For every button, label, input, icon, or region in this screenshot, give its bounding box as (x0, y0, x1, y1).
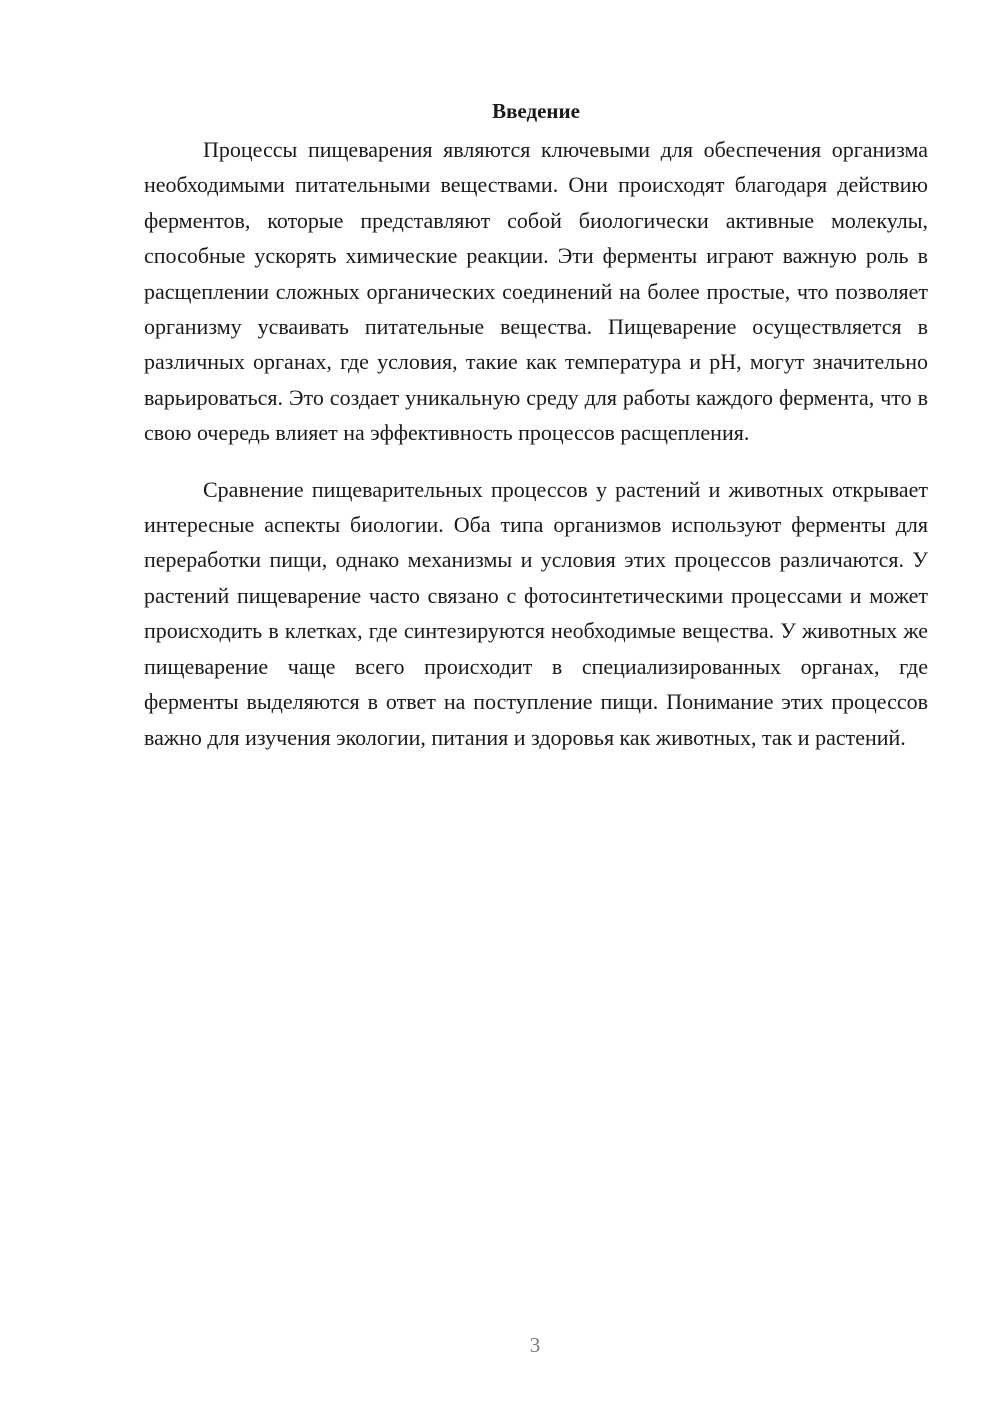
page-content (144, 96, 928, 755)
page-number: 3 (529, 1333, 541, 1357)
paragraph-1: Процессы пищеварения являются ключевыми для обеспечения организма необходимыми питательными веществами. Они происходят благодаря действию ферментов, которые представляют собой биологически активные молекулы, способные ускорять химические реакции. Эти ферменты играют важную роль в расщеплении сложных органических соединений на более простые, что позволяет организму усваивать питательные вещества. Пищеварение осуществляется в различных органах, где условия, такие как температура и pH, могут значительно варьироваться. Это создает уникальную среду для работы каждого фермента, что в свою очередь влияет на эффективность процессов расщепления. (144, 137, 928, 446)
section-heading: Введение (492, 99, 580, 123)
paragraph-2: Сравнение пищеварительных процессов у растений и животных открывает интересные аспекты биологии. Оба типа организмов используют ферменты для переработки пищи, однако механизмы и условия этих процессов различаются. У растений пищеварение часто связано с фотосинтетическими процессами и может происходить в клетках, где синтезируются необходимые вещества. У животных же пищеварение чаще всего происходит в специализированных органах, где ферменты выделяются в ответ на поступление пищи. Понимание этих процессов важно для изучения экологии, питания и здоровья как животных, так и растений. (144, 476, 928, 750)
